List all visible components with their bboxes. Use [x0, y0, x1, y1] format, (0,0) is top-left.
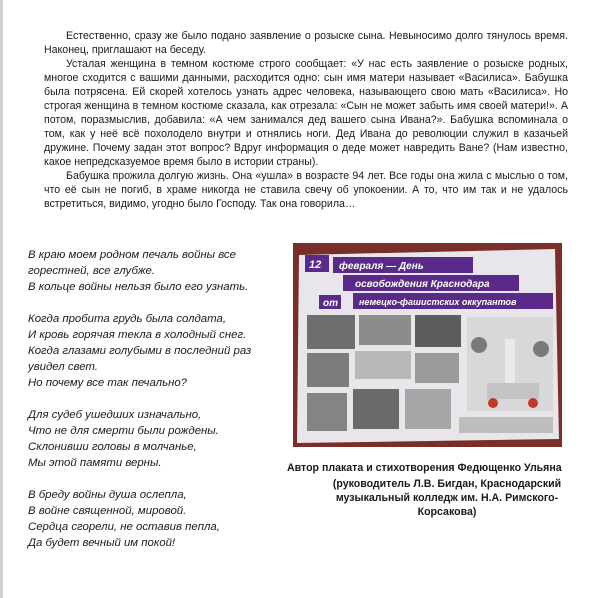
poster-headline: февраля — День: [339, 261, 424, 272]
poem-stanza: [28, 487, 288, 551]
poster-headline: немецко-фашистских оккупантов: [359, 297, 517, 307]
poem-line: увидел свет.: [28, 361, 98, 373]
poem-line: Мы этой памяти верны.: [28, 457, 162, 469]
page-edge: [0, 0, 3, 598]
poem-line: Но почему все так печально?: [28, 377, 188, 389]
poem-stanza: [28, 311, 288, 391]
paragraph: Естественно, сразу же было подано заявление о розыске сына. Невыносимо долго тянулось время. Наконец, приглашают на беседу.: [44, 30, 568, 56]
poem-line: Что не для смерти были рождены.: [28, 425, 219, 437]
poster-photo: [293, 243, 562, 447]
caption-supervisor: (руководитель Л.В. Бигдан, Краснодарский музыкальный колледж им. Н.А. Римского-Корсакова): [332, 478, 562, 518]
caption-author: Автор плаката и стихотворения Федющенко Ульяна: [287, 462, 562, 474]
poem: [28, 247, 288, 567]
poster-caption: [287, 461, 573, 519]
poem-line: Склонивши головы в молчанье,: [28, 441, 197, 453]
poem-stanza: [28, 407, 288, 471]
poster-headline: освобождения Краснодара: [355, 279, 490, 290]
poster-headline: от: [323, 298, 338, 309]
poem-line: В краю моем родном печаль войны все: [28, 249, 236, 261]
poem-line: В кольце войны нельзя было его узнать.: [28, 281, 249, 293]
poem-stanza: [28, 247, 288, 295]
poem-line: Да будет вечный им покой!: [28, 537, 176, 549]
poster-illustration: [293, 243, 562, 447]
poem-line: В войне священной, мировой.: [28, 505, 187, 517]
story-text: [44, 29, 568, 211]
poem-line: В бреду войны душа ослепла,: [28, 489, 187, 501]
paragraph: Бабушка прожила долгую жизнь. Она «ушла» в возрасте 94 лет. Все годы она жила с мыслью о том, что её сын не погиб, в храме никогда не ставила свечу об упокоении. А то, что им так и не удалось встретиться, видимо, угодно было Господу. Так она говорила…: [44, 170, 568, 210]
poem-line: Когда пробита грудь была солдата,: [28, 313, 227, 325]
poem-line: И кровь горячая текла в холодный снег.: [28, 329, 247, 341]
paragraph: Усталая женщина в темном костюме строго сообщает: «У нас есть заявление о розыске родных, многое сходится с вашими данными, расходится одно: сын имя матери называет «Василиса». Бабушка была потрясена. Ей скорей хотелось узнать адрес человека, называющего свою мать «Василиса». Но строгая женщина в темном костюме сказала, как отрезала: «Сын не может забыть имя своей матери!». А потом, поразмыслив, добавила: «А чем занимался дед вашего сына Ивана?». Бабушка вспоминала о том, как у неё всё похолодело внутри и отнялись ноги. Дед Ивана до революции служил в казачьей дружине. Почему задан этот вопрос? Вдруг информация о деде может навредить Ване? (Нам известно, какое непредсказуемое время было в истории страны).: [44, 58, 568, 168]
poster-day: 12: [309, 259, 322, 271]
poem-line: горестней, все глубже.: [28, 265, 156, 277]
poem-line: Сердца сгорели, не оставив пепла,: [28, 521, 220, 533]
poem-line: Когда глазами голубыми в последний раз: [28, 345, 252, 357]
poem-line: Для судеб ушедших изначально,: [28, 409, 202, 421]
